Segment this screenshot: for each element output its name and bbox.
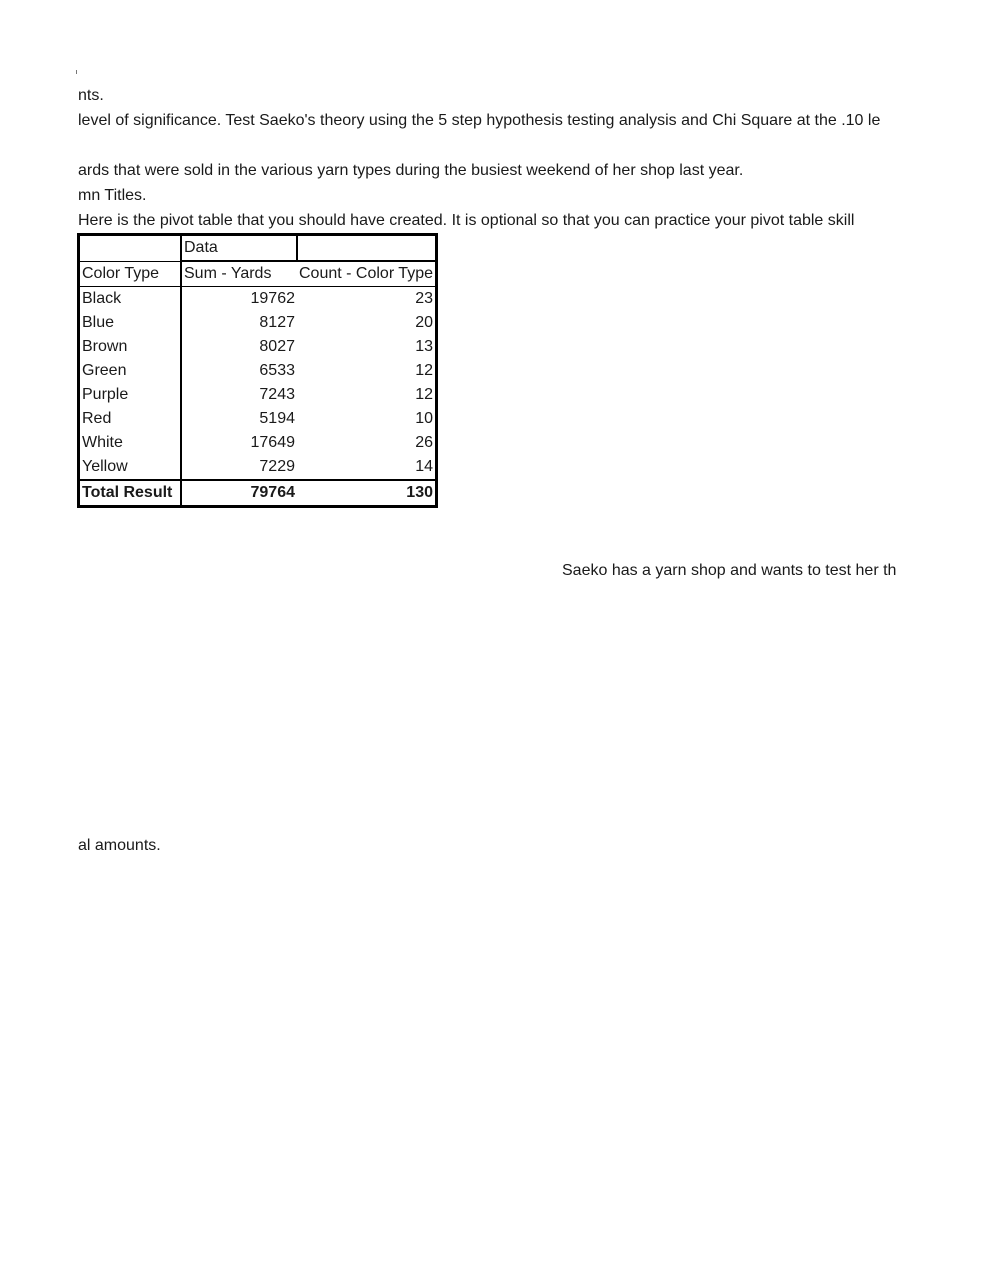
table-row [79,311,437,335]
instruction-line-3: ards that were sold in the various yarn types during the busiest weekend of her shop last year. [78,162,744,179]
row-count: 26 [415,434,433,451]
row-count: 23 [415,290,433,307]
row-sum-yards: 6533 [259,362,295,379]
pivot-table [77,233,438,508]
total-row [79,480,437,507]
pivot-empty-header-cell [297,235,437,262]
row-sum-yards: 5194 [259,410,295,427]
row-color: White [79,431,182,455]
header-count-color-type: Count - Color Type [297,261,437,287]
table-row [79,455,437,480]
total-count: 130 [297,480,437,507]
header-sum-yards: Sum - Yards [181,261,297,287]
row-sum-yards: 7243 [259,386,295,403]
header-color-type: Color Type [79,261,182,287]
row-count: 10 [415,410,433,427]
table-row [79,407,437,431]
pivot-data-label: Data [181,235,297,262]
row-count: 14 [415,458,433,475]
row-color: Blue [79,311,182,335]
pivot-data-header-row [79,235,437,262]
row-count: 12 [415,362,433,379]
table-row [79,335,437,359]
table-row [79,287,437,312]
row-sum-yards: 17649 [250,434,295,451]
scenario-text: Saeko has a yarn shop and wants to test her th [562,562,897,579]
cell-edge-mark [76,70,77,74]
table-row [79,431,437,455]
row-sum-yards: 7229 [259,458,295,475]
table-row [79,359,437,383]
row-count: 20 [415,314,433,331]
row-color: Red [79,407,182,431]
total-sum-yards: 79764 [181,480,297,507]
row-color: Yellow [79,455,182,480]
row-count: 13 [415,338,433,355]
instruction-line-2: level of significance. Test Saeko's theory using the 5 step hypothesis testing analysis and Chi Square at the .10 le [78,112,881,129]
pivot-corner-cell [79,235,182,262]
total-label: Total Result [79,480,182,507]
pivot-column-header-row [79,261,437,287]
row-sum-yards: 8027 [259,338,295,355]
row-color: Black [79,287,182,312]
row-color: Purple [79,383,182,407]
instruction-line-1: nts. [78,87,104,104]
instruction-line-5: Here is the pivot table that you should have created. It is optional so that you can practice your pivot table skill [78,212,855,229]
instruction-line-4: mn Titles. [78,187,147,204]
row-color: Brown [79,335,182,359]
row-count: 12 [415,386,433,403]
row-sum-yards: 19762 [250,290,295,307]
table-row [79,383,437,407]
row-color: Green [79,359,182,383]
row-sum-yards: 8127 [259,314,295,331]
instruction-line-bottom: al amounts. [78,837,161,854]
